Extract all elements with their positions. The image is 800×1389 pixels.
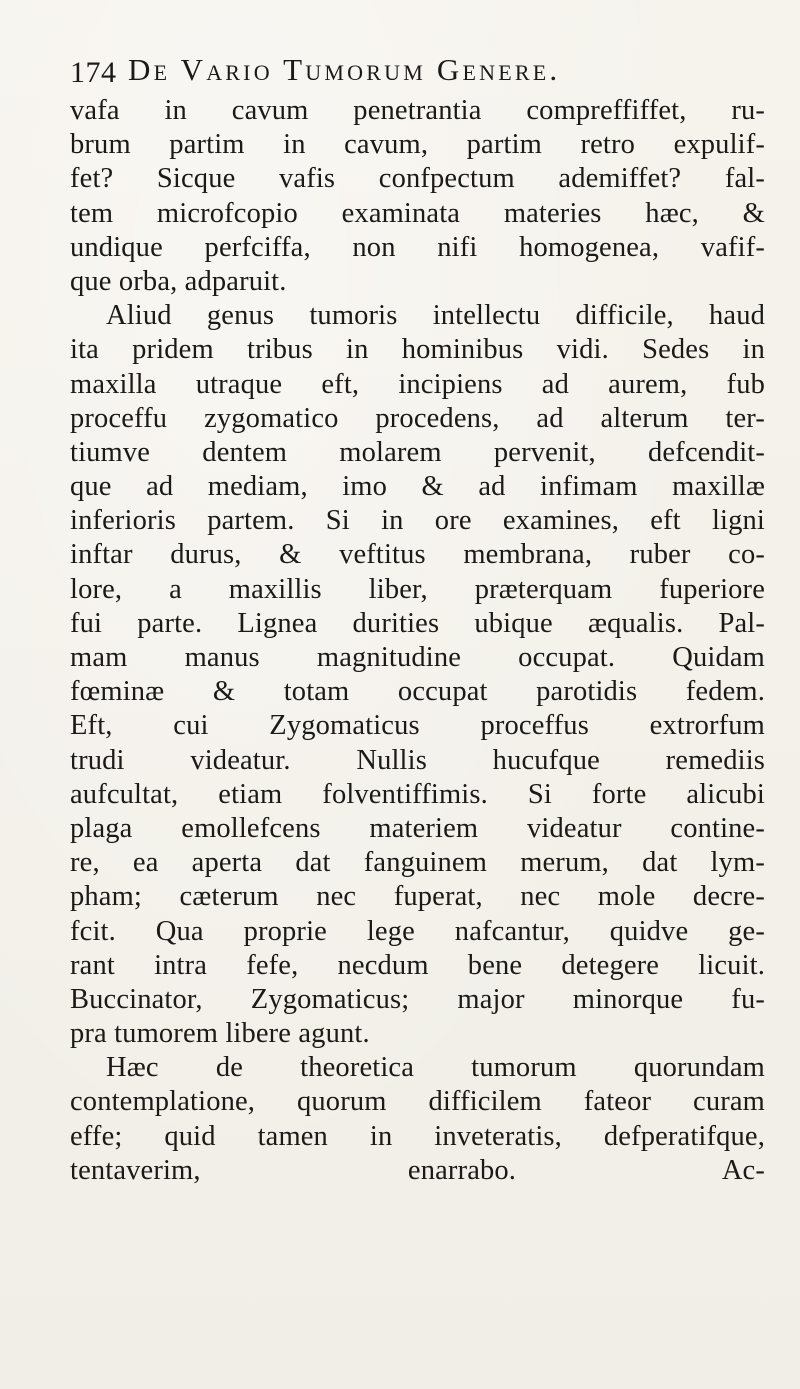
text-line: que orba, adparuit. (70, 265, 287, 297)
catchword: Ac- (721, 1154, 765, 1186)
text-line: effe; quid tamen in inveteratis, defperatifque, (70, 1120, 765, 1152)
text-line: Eft, cui Zygomaticus proceffus extrorfum (70, 710, 765, 742)
text-line: inferioris partem. Si in ore examines, eft ligni (70, 505, 765, 537)
paragraph-start-line: Hæc de theoretica tumorum quorundam (106, 1052, 765, 1084)
text-line: maxilla utraque eft, incipiens ad aurem, fub (70, 368, 765, 400)
text-line: lore, a maxillis liber, præterquam fuperiore (70, 573, 765, 605)
text-line: fcit. Qua proprie lege nafcantur, quidve ge- (70, 915, 765, 947)
text-line: contemplatione, quorum difficilem fateor curam (70, 1086, 765, 1118)
text-line: Buccinator, Zygomaticus; major minorque fu- (70, 983, 765, 1015)
text-line: tem microfcopio examinata materies hæc, & (70, 197, 765, 229)
text-line: inftar durus, & veftitus membrana, ruber co- (70, 539, 765, 571)
text-line: plaga emollefcens materiem videatur contine- (70, 812, 765, 844)
text-line: ita pridem tribus in hominibus vidi. Sedes in (70, 334, 765, 366)
text-line: fet? Sicque vafis confpectum ademiffet? fal- (70, 163, 765, 195)
text-line: rant intra fefe, necdum bene detegere licuit. (70, 949, 765, 981)
text-line: fœminæ & totam occupat parotidis fedem. (70, 676, 765, 708)
text-line: trudi videatur. Nullis hucufque remediis (70, 744, 765, 776)
running-head: De Vario Tumorum Genere. (128, 52, 561, 87)
text-line: tentaverim, enarrabo. (70, 1154, 517, 1186)
text-line: fui parte. Lignea durities ubique æqualis. Pal- (70, 607, 765, 639)
text-line: tiumve dentem molarem pervenit, defcendit- (70, 436, 765, 468)
page-number: 174 (70, 56, 117, 89)
text-line: vafa in cavum penetrantia compreffiffet, ru- (70, 95, 765, 126)
body-text (70, 94, 765, 1188)
paragraph-start-line: Aliud genus tumoris intellectu difficile, haud (106, 300, 765, 332)
text-line: proceffu zygomatico procedens, ad alterum ter- (70, 402, 765, 434)
last-line-with-catchword (70, 1154, 765, 1188)
text-line: undique perfciffa, non nifi homogenea, vafif- (70, 231, 765, 263)
text-line: pra tumorem libere agunt. (70, 1018, 370, 1050)
text-line: re, ea aperta dat fanguinem merum, dat lym- (70, 847, 765, 879)
text-line: aufcultat, etiam folventiffimis. Si forte alicubi (70, 778, 765, 810)
text-line: que ad mediam, imo & ad infimam maxillæ (70, 471, 765, 503)
text-line: pham; cæterum nec fuperat, nec mole decre- (70, 881, 765, 913)
page-header (70, 52, 760, 92)
text-line: mam manus magnitudine occupat. Quidam (70, 642, 765, 673)
text-line: brum partim in cavum, partim retro expulif- (70, 129, 765, 161)
